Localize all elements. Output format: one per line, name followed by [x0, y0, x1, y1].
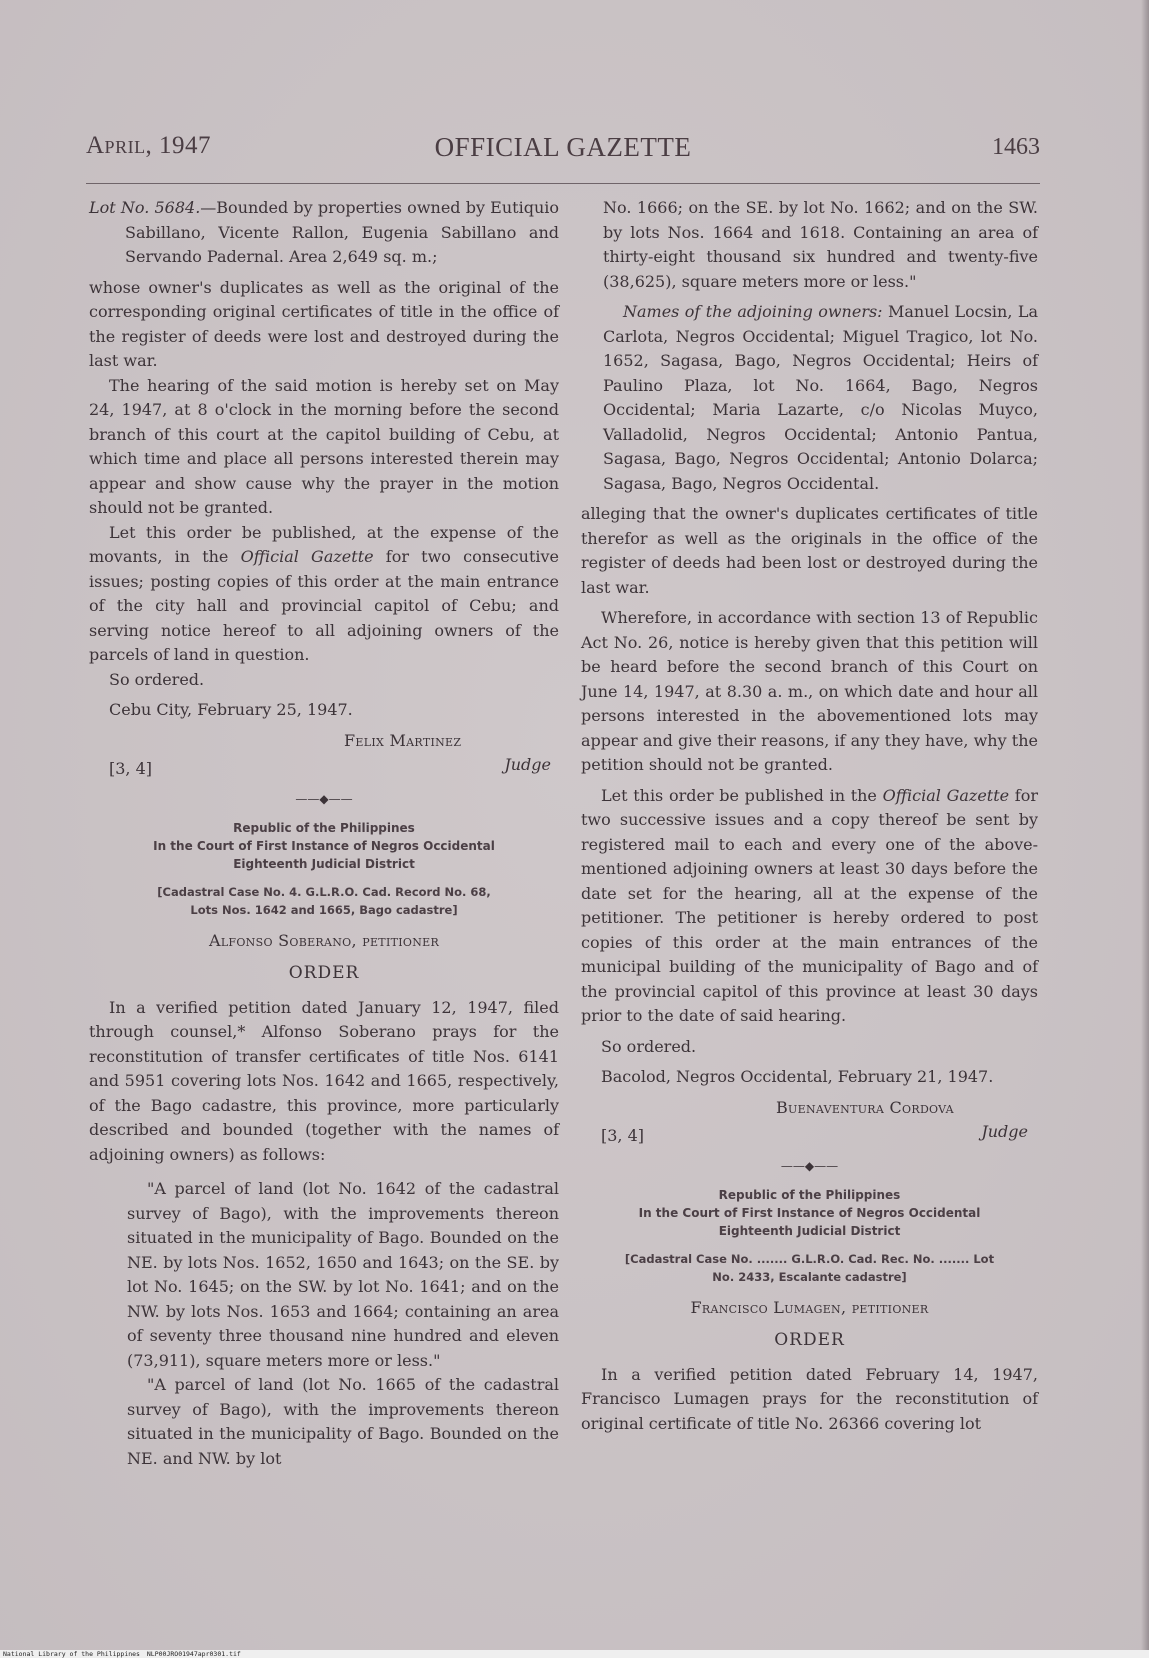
- lot-text: —Bounded by properties owned by Eutiquio Sabillano, Vicente Rallon, Eugenia Sabillano and Servando Padernal. Area 2,649 sq. m.;: [125, 198, 559, 266]
- footer-file-id: NLP00JRO01947apr0301.tif: [146, 1650, 241, 1658]
- court-heading: [89, 819, 559, 873]
- case-line-1: [Cadastral Case No. ....... G.L.R.O. Cad. Rec. No. ....... Lot: [624, 1251, 995, 1266]
- paragraph-verified-right: In a verified petition dated February 14, 1947, Francisco Lumagen prays for the reconstitution of original certificate of title No. 26366 covering lot: [581, 1364, 1038, 1433]
- judge-title: Judge: [504, 754, 551, 774]
- court-line-3: Eighteenth Judicial District: [718, 1223, 901, 1238]
- judge-name: Felix Martinez: [344, 730, 462, 750]
- so-ordered: So ordered.: [109, 669, 205, 689]
- court-heading-right: [581, 1186, 1038, 1240]
- paragraph-let: [581, 784, 1038, 1029]
- paragraph-wherefore: Wherefore, in accordance with section 13 of Republic Act No. 26, notice is hereby given that this petition will be heard before the second branch of this Court on June 14, 1947, at 8.30 a. m., on which date and hour all persons interested in the abovementioned lots may appear and give their reasons, if any they have, why the petition should not be granted.: [581, 608, 1038, 774]
- issue-bracket: [3, 4]: [109, 758, 153, 778]
- case-caption-right: [581, 1250, 1038, 1286]
- names-text: Manuel Locsin, La Carlota, Negros Occidental; Miguel Tragico, lot No. 1652, Sagasa, Bago, Negros Occidental; Heirs of Paulino Plaza, lot No. 1664, Bago, Negros Occidental; Maria Lazarte, c/o Nicolas Muyco, Valladolid, Negros Occidental; Antonio Pantua, Sagasa, Bago, Negros Occidental; Antonio Dolarca; Sagasa, Bago, Negros Occidental.: [603, 302, 1038, 493]
- header-date: April, 1947: [86, 132, 212, 159]
- so-ordered-right: So ordered.: [601, 1036, 697, 1056]
- page-edge-shadow: [1141, 0, 1149, 1650]
- publish-gazette: Official Gazette: [240, 547, 374, 566]
- lot-label: Lot No. 5684.: [89, 198, 201, 217]
- header-title: OFFICIAL GAZETTE: [434, 132, 692, 162]
- signature-block: [89, 723, 559, 785]
- court-line-1: Republic of the Philippines: [233, 820, 415, 835]
- page-header: [86, 132, 1040, 176]
- petitioner: Alfonso Soberano, petitioner: [208, 930, 440, 950]
- let-text-a: Let this order be published in the: [601, 785, 883, 805]
- page-number: 1463: [992, 134, 1040, 160]
- header-rule: [86, 183, 1040, 184]
- case-caption: [89, 883, 559, 919]
- let-gazette: Official Gazette: [882, 785, 1010, 805]
- left-column: [89, 196, 559, 1471]
- issue-bracket-right: [3, 4]: [601, 1125, 645, 1145]
- footer-library: National Library of the Philippines: [3, 1650, 140, 1658]
- divider-ornament-right: ——◆——: [780, 1158, 839, 1173]
- publish-text-b: for two consecutive issues; posting copies of this order at the main entrance of the city hall and provincial capitol of Cebu; and serving notice hereof to all adjoining owners of the parcels of land in question.: [89, 547, 560, 664]
- place-date: Cebu City, February 25, 1947.: [109, 700, 353, 719]
- quote-lot-1665: "A parcel of land (lot No. 1665 of the cadastral survey of Bago), with the improvements thereon situated in the municipality of Bago. Bounded on the NE. and NW. by lot: [127, 1375, 559, 1468]
- scan-footer: [0, 1650, 1149, 1658]
- publish-text-a: Let this order be published, at the expense of the movants, in the: [89, 522, 559, 566]
- names-label: Names of the adjoining owners:: [623, 302, 883, 321]
- judge-title-right: Judge: [981, 1121, 1028, 1141]
- signature-block-right: [581, 1090, 1038, 1152]
- lot-entry: [89, 196, 559, 270]
- case-line-2: No. 2433, Escalante cadastre]: [712, 1269, 907, 1284]
- court-line-2: In the Court of First Instance of Negros Occidental: [638, 1205, 981, 1220]
- let-text-b: for two successive issues and a copy thereof be sent by registered mail to each and every one of the above-mentioned adjoining owners at least 30 days before the date set for the hearing, all at the expense of the petitioner. The petitioner is hereby ordered to post copies of this order at the main entrances of the municipal building of the municipality of Bago and of the provincial capitol of this province at least 30 days prior to the date of said hearing.: [581, 785, 1038, 1025]
- court-line-3: Eighteenth Judicial District: [233, 856, 415, 871]
- order-heading: ORDER: [288, 963, 360, 983]
- case-line-1: [Cadastral Case No. 4. G.L.R.O. Cad. Record No. 68,: [157, 884, 491, 899]
- right-column: [581, 196, 1038, 1436]
- paragraph-whose: whose owner's duplicates as well as the original of the corresponding original certificates of title in the office of the register of deeds were lost and destroyed during the last war.: [89, 277, 559, 370]
- order-heading-right: ORDER: [774, 1330, 845, 1350]
- quote-lot-1642: "A parcel of land (lot No. 1642 of the cadastral survey of Bago), with the improvements thereon situated in the municipality of Bago. Bounded on the NE. by lots Nos. 1652, 1650 and 1643; on the SE. by lot No. 1645; on the SW. by lot No. 1641; and on the NW. by lots Nos. 1653 and 1664; containing an area of seventy three thousand nine hundred and eleven (73,911), square meters more or less.": [127, 1179, 559, 1370]
- paragraph-publish: [89, 521, 559, 668]
- court-line-1: Republic of the Philippines: [718, 1187, 901, 1202]
- quote-lot-1665-continued: No. 1666; on the SE. by lot No. 1662; and on the SW. by lots Nos. 1664 and 1618. Containing an area of thirty-eight thousand six hundred and twenty-five (38,625), square meters more or less.": [603, 198, 1038, 291]
- divider-ornament: ——◆——: [295, 791, 353, 806]
- paragraph-verified: In a verified petition dated January 12, 1947, filed through counsel,* Alfonso Soberano prays for the reconstitution of transfer certificates of title Nos. 6141 and 5951 covering lots Nos. 1642 and 1665, respectively, of the Bago cadastre, this province, more particularly described and bounded (together with the names of adjoining owners) as follows:: [89, 997, 559, 1164]
- petitioner-right: Francisco Lumagen, petitioner: [690, 1297, 929, 1317]
- adjoining-owners: [581, 300, 1038, 496]
- court-line-2: In the Court of First Instance of Negros Occidental: [153, 838, 495, 853]
- case-line-2: Lots Nos. 1642 and 1665, Bago cadastre]: [190, 902, 458, 917]
- place-date-right: Bacolod, Negros Occidental, February 21, 1947.: [601, 1067, 994, 1086]
- paragraph-alleging: alleging that the owner's duplicates certificates of title therefor as well as the originals in the office of the register of deeds had been lost or destroyed during the last war.: [581, 504, 1038, 597]
- judge-name-right: Buenaventura Cordova: [776, 1097, 954, 1117]
- paragraph-hearing: The hearing of the said motion is hereby set on May 24, 1947, at 8 o'clock in the morning before the second branch of this court at the capitol building of Cebu, at which time and place all persons interested therein may appear and show cause why the prayer in the motion should not be granted.: [89, 375, 559, 517]
